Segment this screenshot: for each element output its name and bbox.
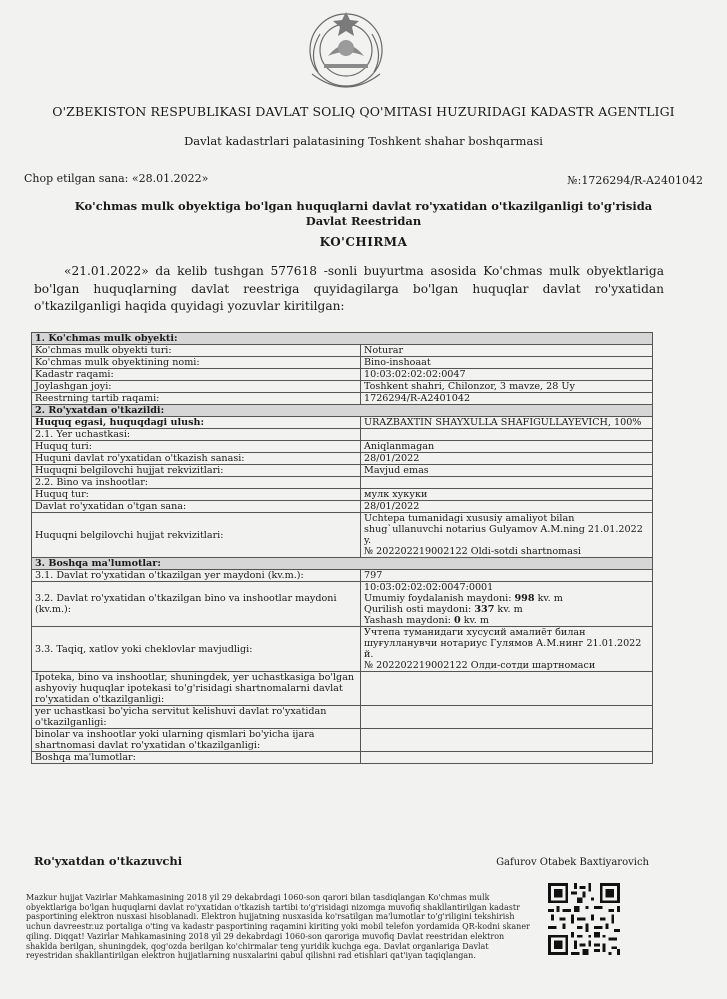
row-label: Davlat ro'yxatidan o'tgan sana: bbox=[32, 501, 361, 513]
row-label: Ko'chmas mulk obyekti turi: bbox=[32, 345, 361, 357]
table-row bbox=[32, 501, 653, 513]
table-row bbox=[32, 345, 653, 357]
row-label: Reestrning tartib raqami: bbox=[32, 393, 361, 405]
table-row bbox=[32, 357, 653, 369]
table-row bbox=[32, 465, 653, 477]
chamber-title: Davlat kadastrlari palatasining Toshkent shahar boshqarmasi bbox=[184, 134, 543, 148]
section-header bbox=[32, 405, 653, 417]
row-label: 3.2. Davlat ro'yxatidan o'tkazilgan bino va inshootlar maydoni (kv.m.): bbox=[32, 582, 361, 627]
row-value: 10:03:02:02:02:0047 bbox=[361, 369, 653, 381]
registry-table bbox=[31, 332, 653, 764]
row-label: 3.3. Taqiq, xatlov yoki cheklovlar mavjudligi: bbox=[32, 627, 361, 672]
table-row bbox=[32, 477, 653, 489]
row-label: binolar va inshootlar yoki ularning qismlari bo'yicha ijara shartnomasi davlat ro'yxatidan o'tkazilganligi: bbox=[32, 729, 361, 752]
table-row bbox=[32, 706, 653, 729]
row-label: Joylashgan joyi: bbox=[32, 381, 361, 393]
row-label: Huquqni belgilovchi hujjat rekvizitlari: bbox=[32, 465, 361, 477]
table-row bbox=[32, 752, 653, 764]
section-1-title: 1. Ko'chmas mulk obyekti: bbox=[32, 333, 653, 345]
row-value: Учтепа туманидаги хусусий амалиёт билан шуғулланувчи нотариус Гулямов А.М.нинг 21.01.2022 й. № 202202219002122 Олди-сотди шартномаси bbox=[361, 627, 653, 672]
owner-value: URAZBAXTIN SHAYXULLA SHAFIGULLAYEVICH, 100% bbox=[361, 417, 653, 429]
table-row bbox=[32, 441, 653, 453]
table-row bbox=[32, 729, 653, 752]
row-label: Huquqni belgilovchi hujjat rekvizitlari: bbox=[32, 513, 361, 558]
official-name: Gafurov Otabek Baxtiyarovich bbox=[496, 857, 649, 868]
print-date: Chop etilgan sana: «28.01.2022» bbox=[24, 172, 209, 185]
table-row bbox=[32, 393, 653, 405]
row-value: Mavjud emas bbox=[361, 465, 653, 477]
row-value: Aniqlanmagan bbox=[361, 441, 653, 453]
intro-paragraph: «21.01.2022» da kelib tushgan 577618 -sonli buyurtma asosida Ko'chmas mulk obyektlariga bo'lgan huquqlarning davlat reestriga quyidagilarga bo'lgan huquqlar davlat ro'yxatidan o'tkazilganligi haqida quyidagi yozuvlar kiritilgan: bbox=[34, 264, 664, 313]
row-value: 1726294/R-A2401042 bbox=[361, 393, 653, 405]
state-emblem-icon bbox=[298, 4, 394, 94]
row-label: Boshqa ma'lumotlar: bbox=[32, 752, 361, 764]
row-value: Noturar bbox=[361, 345, 653, 357]
document-number: №:1726294/R-A2401042 bbox=[567, 174, 703, 187]
document-type: KO'CHIRMA bbox=[319, 235, 408, 249]
legal-footnote: Mazkur hujjat Vazirlar Mahkamasining 2018 yil 29 dekabrdagi 1060-son qarori bilan tasdiqlangan Ko'chmas mulk obyektlariga bo'lgan huquqlarni davlat ro'yxatidan o'tkazish tartibi to'g'risidagi nizomga muvofiq shakllantirilgan kadastr pasportining elektron nusxasi hisoblanadi. Elektron hujjatning nusxasida ko'rsatilgan ma'lumotlar to'g'riligini tekshirish uchun davreestr.uz portaliga o'ting va kadastr pasportining raqamini kiriting yoki mobil telefon yordamida QR-kodni skaner qiling. Diqqat! Vazirlar Mahkamasining 2018 yil 29 dekabrdagi 1060-son qaroriga muvofiq Davlat reestridan elektron shaklda berilgan, shuningdek, qog'ozda berilgan ko'chirmalar teng yuridik kuchga ega. Davlat organlariga Davlat reyestridan shakllantirilgan elektron hujjatlarning nusxalarini qabul qilishni rad etishlari qat'iyan taqiqlangan. bbox=[26, 893, 530, 961]
row-value: мулк хукуки bbox=[361, 489, 653, 501]
row-value: Bino-inshoaat bbox=[361, 357, 653, 369]
row-label: 3.1. Davlat ro'yxatidan o'tkazilgan yer maydoni (kv.m.): bbox=[32, 570, 361, 582]
table-row bbox=[32, 453, 653, 465]
row-label: Huquni davlat ro'yxatidan o'tkazish sanasi: bbox=[32, 453, 361, 465]
built-area: Qurilish osti maydoni: 337 kv. m bbox=[364, 604, 523, 615]
row-label: Kadastr raqami: bbox=[32, 369, 361, 381]
table-row bbox=[32, 429, 653, 441]
section-3-title: 3. Boshqa ma'lumotlar: bbox=[32, 558, 653, 570]
section-header bbox=[32, 333, 653, 345]
row-label: yer uchastkasi bo'yicha servitut kelishuvi davlat ro'yxatidan o'tkazilganligi: bbox=[32, 706, 361, 729]
registrar-label: Ro'yxatdan o'tkazuvchi bbox=[34, 854, 183, 868]
row-value: Toshkent shahri, Chilonzor, 3 mavze, 28 Uy bbox=[361, 381, 653, 393]
row-label: Ko'chmas mulk obyektining nomi: bbox=[32, 357, 361, 369]
total-area: Umumiy foydalanish maydoni: 998 kv. m bbox=[364, 593, 563, 604]
subsection-2-2-title: 2.2. Bino va inshootlar: bbox=[32, 477, 361, 489]
table-row bbox=[32, 381, 653, 393]
row-value: Uchtepa tumanidagi xususiy amaliyot bilan shug`ullanuvchi notarius Gulyamov A.M.ning 21.01.2022 y. № 202202219002122 Oldi-sotdi shartnomasi bbox=[361, 513, 653, 558]
row-label: Ipoteka, bino va inshootlar, shuningdek, yer uchastkasiga bo'lgan ashyoviy huquqlar ipotekasi to'g'risidagi shartnomalarni davlat ro'yxatidan o'tkazilganligi: bbox=[32, 672, 361, 706]
row-value: 28/01/2022 bbox=[361, 453, 653, 465]
row-value: 797 bbox=[361, 570, 653, 582]
row-value: 28/01/2022 bbox=[361, 501, 653, 513]
table-row bbox=[32, 570, 653, 582]
row-value bbox=[361, 582, 653, 627]
agency-title: O'ZBEKISTON RESPUBLIKASI DAVLAT SOLIQ QO'MITASI HUZURIDAGI KADASTR AGENTLIGI bbox=[52, 104, 675, 119]
table-row bbox=[32, 369, 653, 381]
table-row bbox=[32, 513, 653, 558]
table-row bbox=[32, 489, 653, 501]
section-header bbox=[32, 558, 653, 570]
table-row bbox=[32, 627, 653, 672]
row-label: Huquq turi: bbox=[32, 441, 361, 453]
table-row bbox=[32, 672, 653, 706]
table-row bbox=[32, 417, 653, 429]
subsection-2-1-title: 2.1. Yer uchastkasi: bbox=[32, 429, 361, 441]
row-label: Huquq egasi, huquqdagi ulush: bbox=[32, 417, 361, 429]
living-area: Yashash maydoni: 0 kv. m bbox=[364, 615, 489, 626]
section-2-title: 2. Ro'yxatdan o'tkazildi: bbox=[32, 405, 653, 417]
qr-code-icon[interactable] bbox=[548, 883, 620, 955]
document-title: Ko'chmas mulk obyektiga bo'lgan huquqlarni davlat ro'yxatidan o'tkazilganligi to'g'risida Davlat Reestridan bbox=[74, 199, 653, 228]
cadastre-sub-number: 10:03:02:02:02:0047:0001 bbox=[364, 582, 494, 593]
row-label: Huquq tur: bbox=[32, 489, 361, 501]
table-row bbox=[32, 582, 653, 627]
